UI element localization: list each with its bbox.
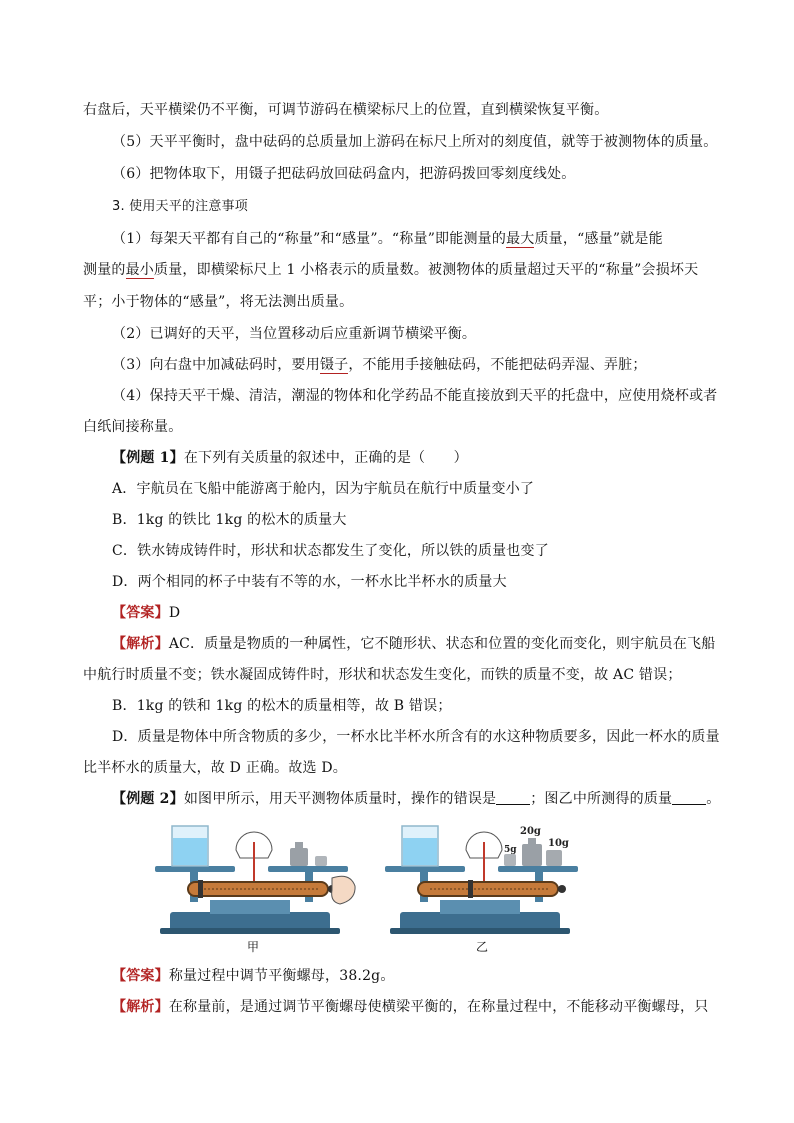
weight-icon — [290, 848, 308, 866]
weight-knob — [528, 838, 536, 844]
example-1-option-b: B．1kg 的铁比 1kg 的松木的质量大 — [112, 512, 347, 528]
step-6: （6）把物体取下，用镊子把砝码放回砝码盒内，把游码拨回零刻度线处。 — [112, 166, 576, 182]
note-4-line-2: 白纸间接称量。 — [83, 419, 183, 435]
example-2-analysis: 【解析】在称量前，是通过调节平衡螺母使横梁平衡的，在称量过程中，不能移动平衡螺母，只 — [112, 999, 709, 1015]
example-1-option-d: D．两个相同的杯子中装有不等的水，一杯水比半杯水的质量大 — [112, 574, 507, 590]
step-5: （5）天平平衡时，盘中砝码的总质量加上游码在标尺上所对的刻度值，就等于被测物体的质量。 — [112, 134, 718, 150]
right-pan — [268, 866, 348, 872]
balance-figure-right — [380, 820, 590, 935]
weight-label-20g: 20g — [520, 826, 541, 837]
left-pan — [385, 866, 465, 872]
note-1-line-3: 平；小于物体的“感量”，将无法测出质量。 — [83, 294, 354, 310]
example-1-answer: 【答案】D — [112, 605, 181, 621]
weight-icon — [315, 856, 327, 866]
balance-stand — [440, 900, 520, 914]
balance-nut — [558, 885, 566, 893]
right-pan — [498, 866, 578, 872]
beaker-water — [403, 838, 437, 865]
example-2-question: 【例题 2】如图甲所示，用天平测物体质量时，操作的错误是 ；图乙中所测得的质量 。 — [112, 791, 721, 807]
example-1-option-c: C．铁水铸成铸件时，形状和状态都发生了变化，所以铁的质量也变了 — [112, 543, 549, 559]
note-2: （2）已调好的天平，当位置移动后应重新调节横梁平衡。 — [112, 326, 477, 342]
example-1-analysis-line-4: D．质量是物体中所含物质的多少，一杯水比半杯水所含有的水这种物质要多，因此一杯水的质量 — [112, 729, 720, 745]
answer-blank — [672, 790, 706, 805]
balance-foot — [390, 928, 570, 934]
example-2-answer: 【答案】称量过程中调节平衡螺母，38.2g。 — [112, 968, 395, 984]
note-1-line-2: 测量的最小质量，即横梁标尺上 1 小格表示的质量数。被测物体的质量超过天平的“称量”会损坏天 — [83, 262, 699, 278]
figure-caption-left: 甲 — [247, 940, 260, 954]
weight-knob — [295, 842, 303, 848]
note-4-line-1: （4）保持天平干燥、清洁，潮湿的物体和化学药品不能直接放到天平的托盘中，应使用烧杯或者 — [112, 388, 718, 404]
example-1-analysis-line-2: 中航行时质量不变；铁水凝固成铸件时，形状和状态发生变化，而铁的质量不变，故 AC 错误； — [83, 667, 682, 683]
weight-icon — [522, 844, 542, 866]
balance-figure-left — [150, 820, 360, 935]
weight-label-10g: 10g — [548, 838, 569, 849]
left-pan — [155, 866, 235, 872]
beaker-water — [173, 838, 207, 865]
section-heading: 3. 使用天平的注意事项 — [112, 199, 248, 214]
note-1-line-1: （1）每架天平都有自己的“称量”和“感量”。“称量”即能测量的最大质量，“感量”就是能 — [112, 231, 663, 247]
figure-caption-right: 乙 — [476, 940, 489, 954]
answer-blank — [496, 790, 530, 805]
weight-label-5g: 5g — [504, 845, 517, 855]
balance-foot — [160, 928, 340, 934]
balance-stand — [210, 900, 290, 914]
hand-icon — [332, 876, 355, 904]
example-1-analysis-line-5: 比半杯水的质量大，故 D 正确。故选 D。 — [83, 760, 347, 776]
example-1-option-a: A．宇航员在飞船中能游离于舱内，因为宇航员在航行中质量变小了 — [112, 481, 535, 497]
example-1-question: 【例题 1】在下列有关质量的叙述中，正确的是（ ） — [112, 450, 468, 466]
rider — [468, 880, 473, 898]
weight-icon — [504, 854, 516, 866]
example-1-analysis-line-3: B．1kg 的铁和 1kg 的松木的质量相等，故 B 错误； — [112, 698, 452, 714]
weight-icon — [546, 850, 562, 866]
note-3: （3）向右盘中加减砝码时，要用镊子，不能用手接触砝码，不能把砝码弄湿、弄脏； — [112, 357, 647, 373]
example-1-analysis-line-1: 【解析】AC．质量是物质的一种属性，它不随形状、状态和位置的变化而变化，则宇航员在飞船 — [112, 636, 716, 652]
rider — [198, 880, 203, 898]
paragraph-line: 右盘后，天平横梁仍不平衡，可调节游码在横梁标尺上的位置，直到横梁恢复平衡。 — [83, 102, 609, 118]
